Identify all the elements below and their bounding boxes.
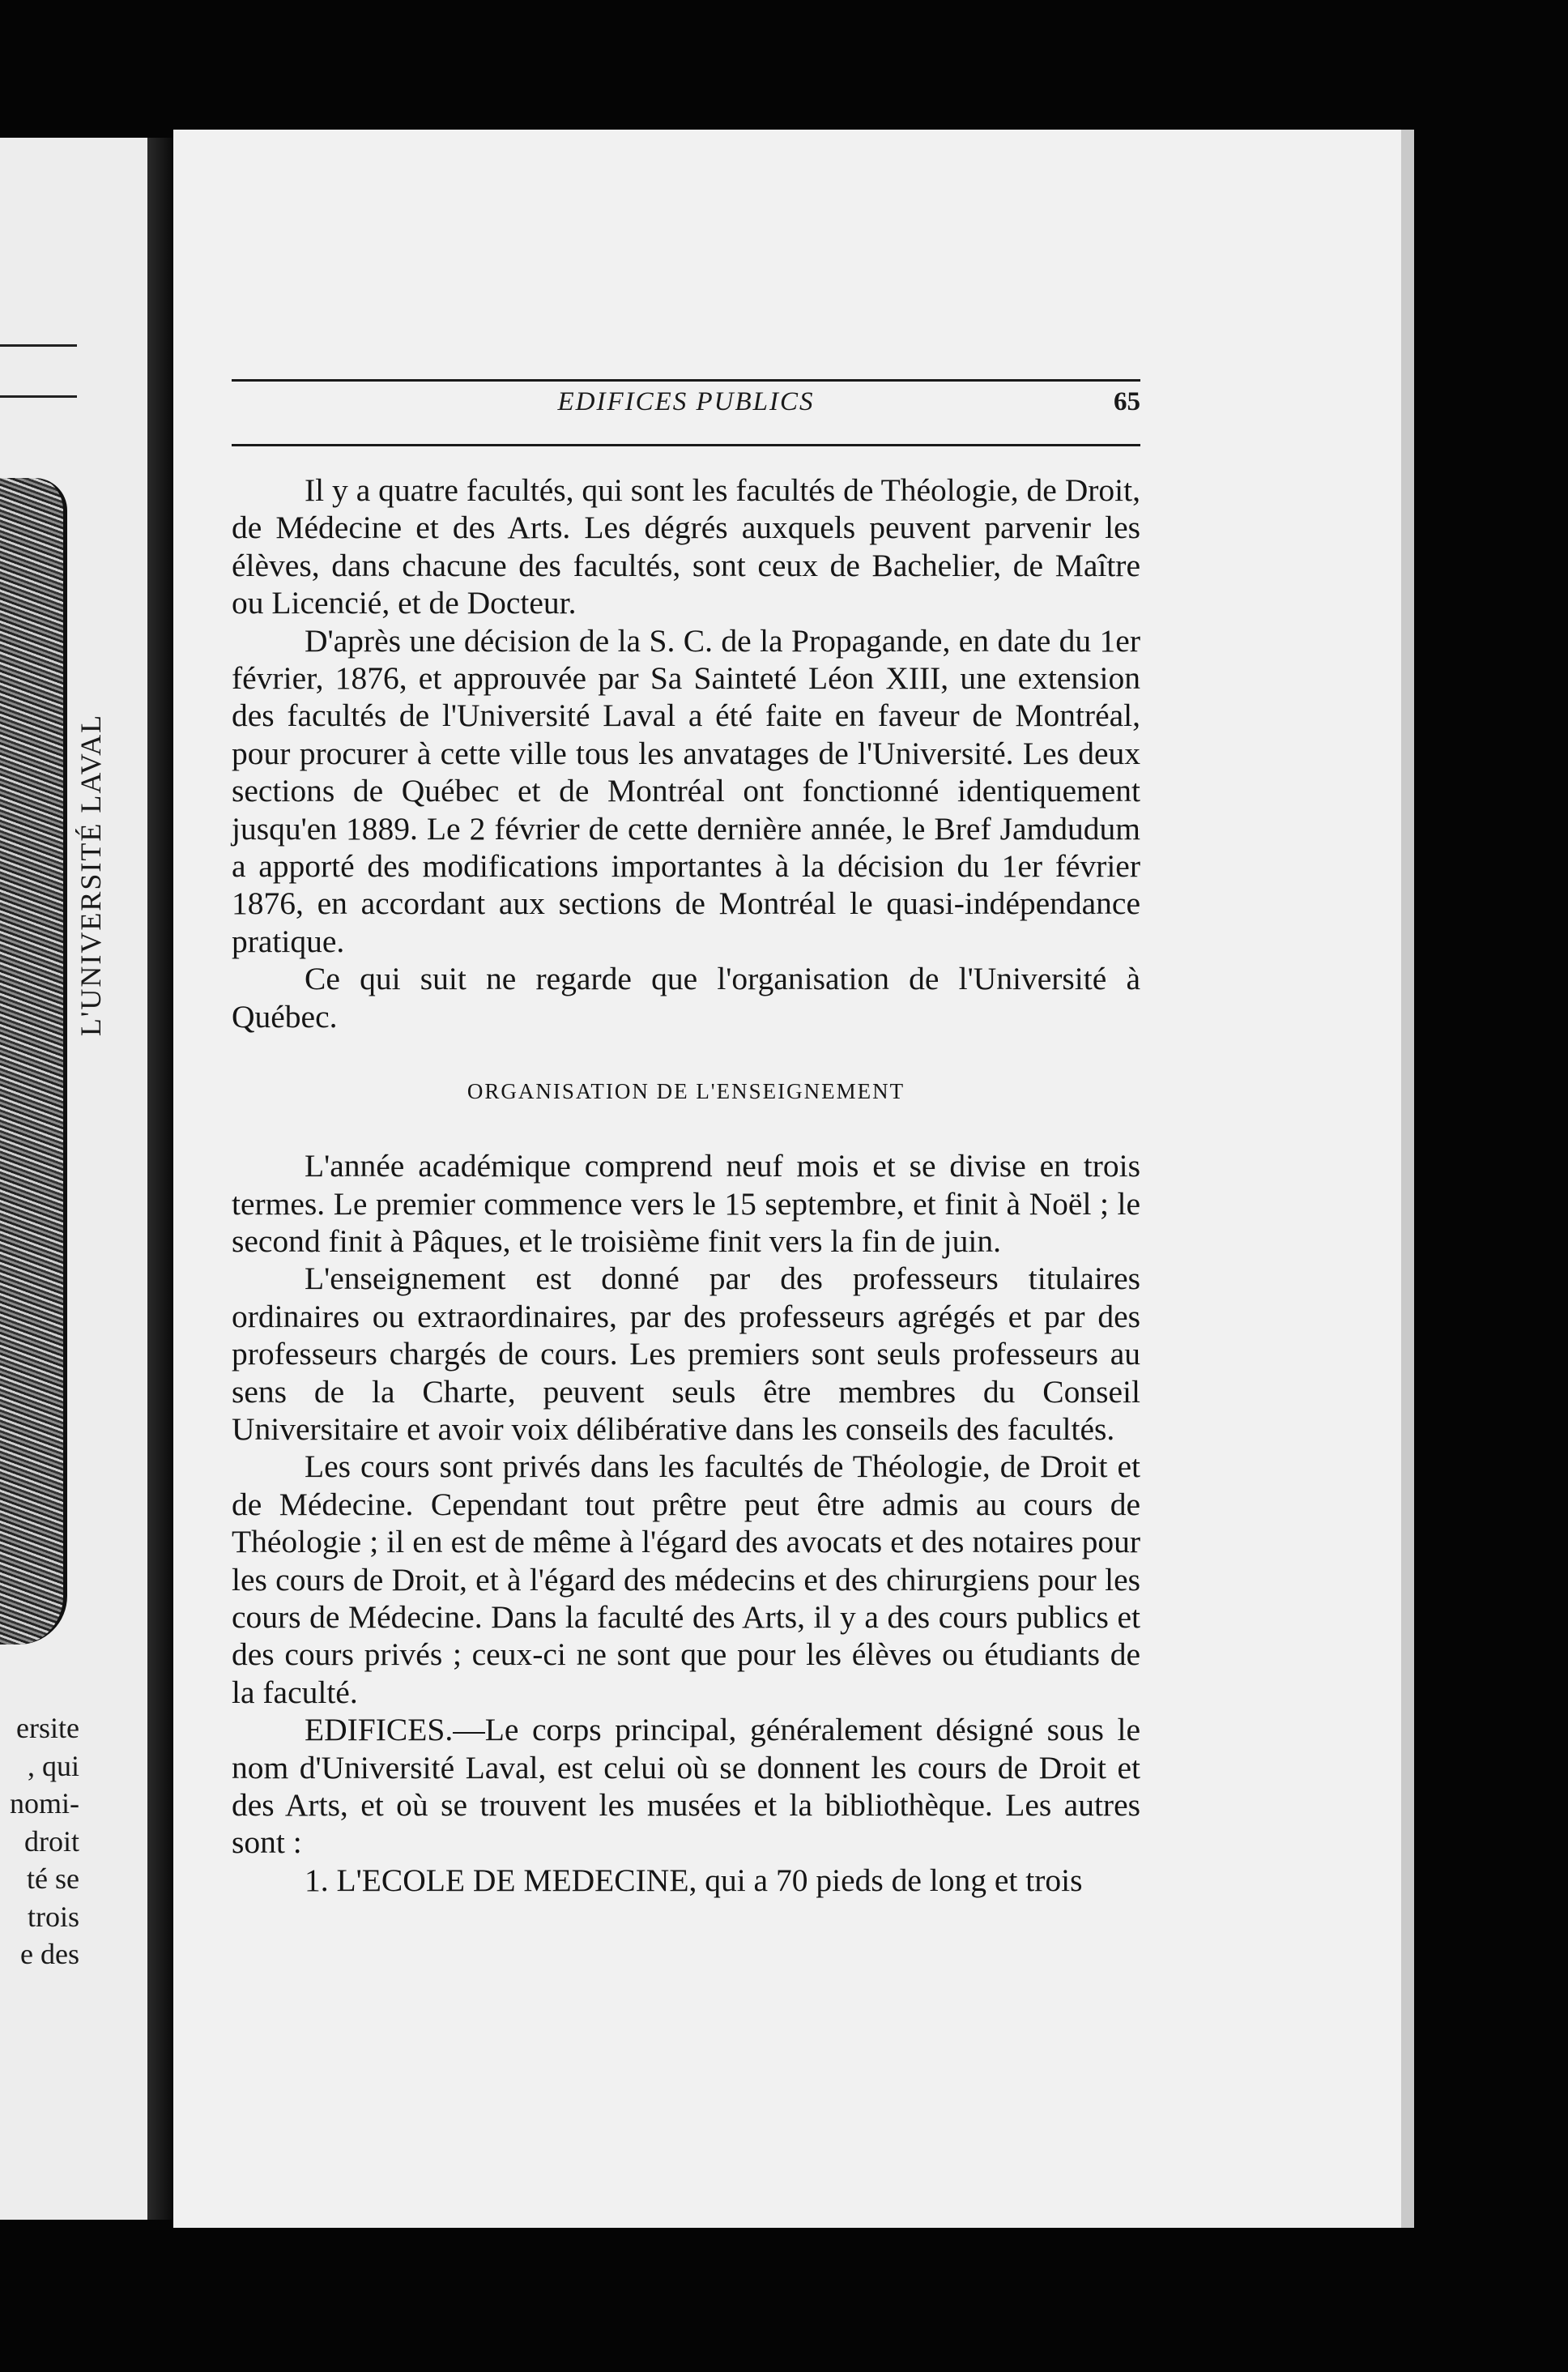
header-rule-bottom (232, 444, 1140, 446)
engraving-illustration (0, 478, 67, 1645)
paragraph: Il y a quatre facultés, qui sont les facultés de Théologie, de Droit, de Médecine et des Arts. Les dégrés auxquels peuvent parvenir les élèves, dans chacune des facultés, sont ceux de Bachelier, de Maître ou Licencié, et de Docteur. (232, 472, 1140, 621)
left-page-text-fragments (0, 1709, 79, 1973)
paragraph: 1. L'ECOLE DE MEDECINE, qui a 70 pieds de long et trois (305, 1862, 1083, 1898)
line-fragment: trois (27, 1900, 79, 1933)
paragraph: L'année académique comprend neuf mois et se divise en trois termes. Le premier commence vers le 15 septembre, et finit à Noël ; le second finit à Pâques, et le troisième finit vers la fin de juin. (232, 1148, 1140, 1259)
line-fragment: e des (20, 1938, 79, 1970)
header-rule-top (232, 379, 1140, 382)
paragraph: D'après une décision de la S. C. de la Propagande, en date du 1er février, 1876, et approuvée par Sa Sainteté Léon XIII, une extension des facultés de l'Université Laval a été faite en faveur de Montréal, pour procurer à cette ville tous les anvatages de l'Université. Les deux sections de Québec et de Montréal ont fonctionné identiquement jusqu'en 1889. Le 2 février de cette dernière année, le Bref Jamdudum a apporté des modifications importantes à la décision du 1er février 1876, en accordant aux sections de Montréal le quasi-indépendance pratique. (232, 622, 1140, 959)
body-text (232, 471, 1140, 1899)
left-page-rule (0, 395, 77, 398)
line-fragment: , qui (27, 1749, 79, 1782)
left-page-rule (0, 344, 77, 347)
line-fragment: nomi- (10, 1787, 79, 1820)
page-number: 65 (1114, 387, 1140, 416)
line-fragment: ersite (16, 1712, 79, 1744)
section-heading: ORGANISATION DE L'ENSEIGNEMENT (467, 1079, 905, 1104)
line-fragment: té se (27, 1862, 79, 1895)
paragraph: EDIFICES.—Le corps principal, généralement désigné sous le nom d'Université Laval, est celui où se donnent les cours de Droit et des Arts, et où se trouvent les musées et la bibliothèque. Les autres sont : (232, 1712, 1140, 1861)
paragraph: Les cours sont privés dans les facultés de Théologie, de Droit et de Médecine. Cependant tout prêtre peut être admis au cours de Théologie ; il en est de même à l'égard des avocats et des notaires pour les cours de Droit, et à l'égard des médecins et des chirurgiens pour les cours de Médecine. Dans la faculté des Arts, il y a des cours publics et des cours privés ; ceux-ci ne sont que pour les élèves ou étudiants de la faculté. (232, 1448, 1140, 1710)
book-gutter (147, 138, 173, 2220)
page-edge (1401, 130, 1414, 2228)
running-title: EDIFICES PUBLICS (557, 387, 815, 416)
paragraph: Ce qui suit ne regarde que l'organisation de l'Université à Québec. (232, 961, 1140, 1035)
line-fragment: droit (24, 1824, 79, 1858)
running-head (232, 387, 1140, 424)
vertical-caption: L'UNIVERSITÉ LAVAL (75, 713, 107, 1037)
paragraph: L'enseignement est donné par des professeurs titulaires ordinaires ou extraordinaires, par des professeurs agrégés et par des professeurs chargés de cours. Les premiers sont seuls professeurs au sens de la Charte, peuvent seuls être membres du Conseil Universitaire et avoir voix délibérative dans les conseils des facultés. (232, 1261, 1140, 1447)
